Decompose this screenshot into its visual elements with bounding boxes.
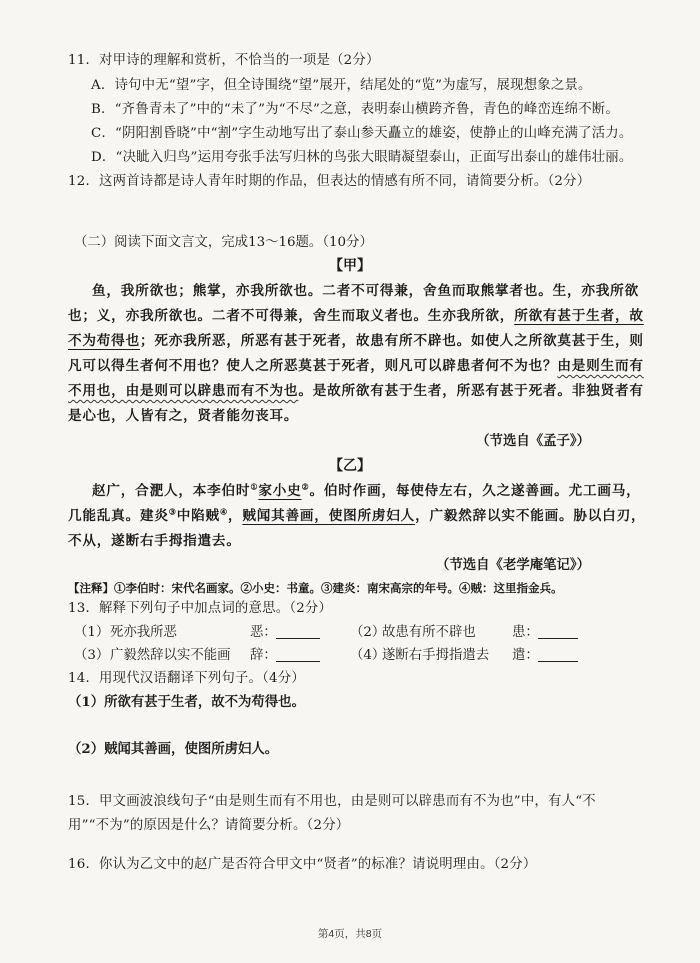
footnote-marker: ④ bbox=[219, 506, 228, 517]
question-11-option-d: D．“决眦入归鸟”运用夸张手法写归林的鸟张大眼睛凝望泰山，正面写出泰山的雄伟壮丽。 bbox=[91, 150, 633, 165]
underlined-translation-sentence: 所欲有甚于生者，故 bbox=[514, 308, 644, 324]
underlined-translation-sentence-2: 贼闻其善画，使图所虏妇人 bbox=[242, 508, 416, 524]
passage-jia-line-6: 是心也，人皆有之，贤者能勿丧耳。 bbox=[68, 408, 299, 424]
q13-item-3-number: （3） bbox=[74, 648, 110, 663]
wavy-underlined-sentence-end: 不用也，由是则可以辟患而有不为也 bbox=[68, 383, 299, 399]
passage-yi-line-1: 赵广，合淝人，本李伯时①家小史②。伯时作画，每使侍左右，久之遂善画。尤工画马， bbox=[92, 481, 641, 499]
q13-item-2-word: 患： bbox=[512, 625, 539, 640]
question-12: 12．这两首诗都是诗人青年时期的作品，但表达的情感有所不同，请简要分析。（2分） bbox=[68, 174, 591, 189]
question-11-option-b: B．“齐鲁青未了”中的“未了”为“不尽”之意，表明泰山横跨齐鲁，青色的峰峦连绵不断。 bbox=[91, 102, 619, 117]
question-14-stem: 14．用现代汉语翻译下列句子。（4分） bbox=[68, 671, 305, 686]
section-2-heading: （二）阅读下面文言文，完成13～16题。（10分） bbox=[74, 235, 373, 250]
q13-item-4-number: （4） bbox=[350, 648, 386, 663]
answer-blank[interactable] bbox=[538, 638, 578, 639]
footnote-marker: ② bbox=[301, 481, 310, 492]
passage-jia-line-2: 也；义，亦我所欲也。二者不可得兼，舍生而取义者也。生亦我所欲，所欲有甚于生者，故 bbox=[68, 308, 644, 324]
q13-item-4-text: 遂断右手拇指遣去 bbox=[382, 648, 490, 663]
q13-item-2-number: （2） bbox=[350, 625, 386, 640]
q13-item-4-word: 遣： bbox=[512, 648, 539, 663]
q13-item-2-text: 故患有所不辟也 bbox=[382, 625, 476, 640]
passage-jia-line-1: 鱼，我所欲也；熊掌，亦我所欲也。二者不可得兼，舍鱼而取熊掌者也。生，亦我所欲 bbox=[92, 283, 639, 299]
passage-yi-source: （节选自《老学庵笔记》） bbox=[436, 557, 590, 573]
passage-yi-title: 【乙】 bbox=[329, 458, 371, 474]
answer-blank[interactable] bbox=[276, 661, 320, 662]
question-14-sentence-2: （2）贼闻其善画，使图所虏妇人。 bbox=[68, 741, 279, 757]
question-11-stem: 11．对甲诗的理解和赏析，不恰当的一项是（2分） bbox=[68, 53, 380, 68]
question-15-line-2: 用”“不为”的原因是什么？请简要分析。（2分） bbox=[68, 818, 350, 833]
passage-yi-line-3: 不从，遂断右手拇指遣去。 bbox=[68, 533, 241, 549]
question-15-line-1: 15．甲文画波浪线句子“由是则生而有不用也，由是则可以辟患而有不为也”中，有人“不 bbox=[68, 794, 596, 809]
passage-jia-line-5: 不用也，由是则可以辟患而有不为也。是故所欲有甚于生者，所恶有甚于死者。非独贤者有 bbox=[68, 383, 644, 399]
question-11-option-a: A．诗句中无“望”字，但全诗围绕“望”展开，结尾处的“览”为虚写，展现想象之景。 bbox=[91, 78, 592, 93]
question-14-sentence-1: （1）所欲有甚于生者，故不为苟得也。 bbox=[68, 694, 305, 710]
passage-jia-title: 【甲】 bbox=[329, 258, 371, 274]
question-16: 16．你认为乙文中的赵广是否符合甲文中“贤者”的标准？请说明理由。（2分） bbox=[68, 857, 537, 872]
q13-item-1-text: 死亦我所恶 bbox=[110, 625, 177, 640]
passage-yi-line-2: 几能乱真。建炎③中陷贼④，贼闻其善画，使图所虏妇人，广毅然辞以实不能画。胁以白刃， bbox=[68, 506, 646, 524]
passage-jia-line-3: 不为苟得也；死亦我所恶，所恶有甚于死者，故患有所不辟也。如使人之所欲莫甚于生，则 bbox=[68, 333, 644, 349]
annotation-notes: 【注释】①李伯时：宋代名画家。②小史：书童。③建炎：南宋高宗的年号。④贼：这里指金兵。 bbox=[68, 581, 563, 595]
question-11-option-c: C．“阴阳割昏晓”中“割”字生动地写出了泰山参天矗立的雄姿，使静止的山峰充满了活力。 bbox=[91, 126, 633, 141]
underlined-word: 家小史 bbox=[258, 483, 302, 499]
footnote-marker: ③ bbox=[168, 506, 177, 517]
page-footer: 第4页，共8页 bbox=[317, 928, 383, 940]
wavy-underlined-sentence: 由是则生而有 bbox=[557, 358, 644, 374]
answer-blank[interactable] bbox=[276, 638, 320, 639]
answer-blank[interactable] bbox=[538, 661, 578, 662]
q13-item-3-word: 辞： bbox=[250, 648, 277, 663]
q13-item-1-word: 恶： bbox=[250, 625, 277, 640]
q13-item-3-text: 广毅然辞以实不能画 bbox=[110, 648, 231, 663]
q13-item-1-number: （1） bbox=[74, 625, 110, 640]
underlined-translation-sentence-end: 不为苟得也 bbox=[68, 333, 140, 349]
passage-jia-source: （节选自《孟子》） bbox=[476, 433, 590, 449]
footnote-marker: ① bbox=[250, 481, 259, 492]
question-13-stem: 13．解释下列句子中加点词的意思。（2分） bbox=[68, 601, 333, 616]
passage-jia-line-4: 凡可以得生者何不用也？使人之所恶莫甚于死者，则凡可以辟患者何不为也？由是则生而有 bbox=[68, 358, 644, 374]
